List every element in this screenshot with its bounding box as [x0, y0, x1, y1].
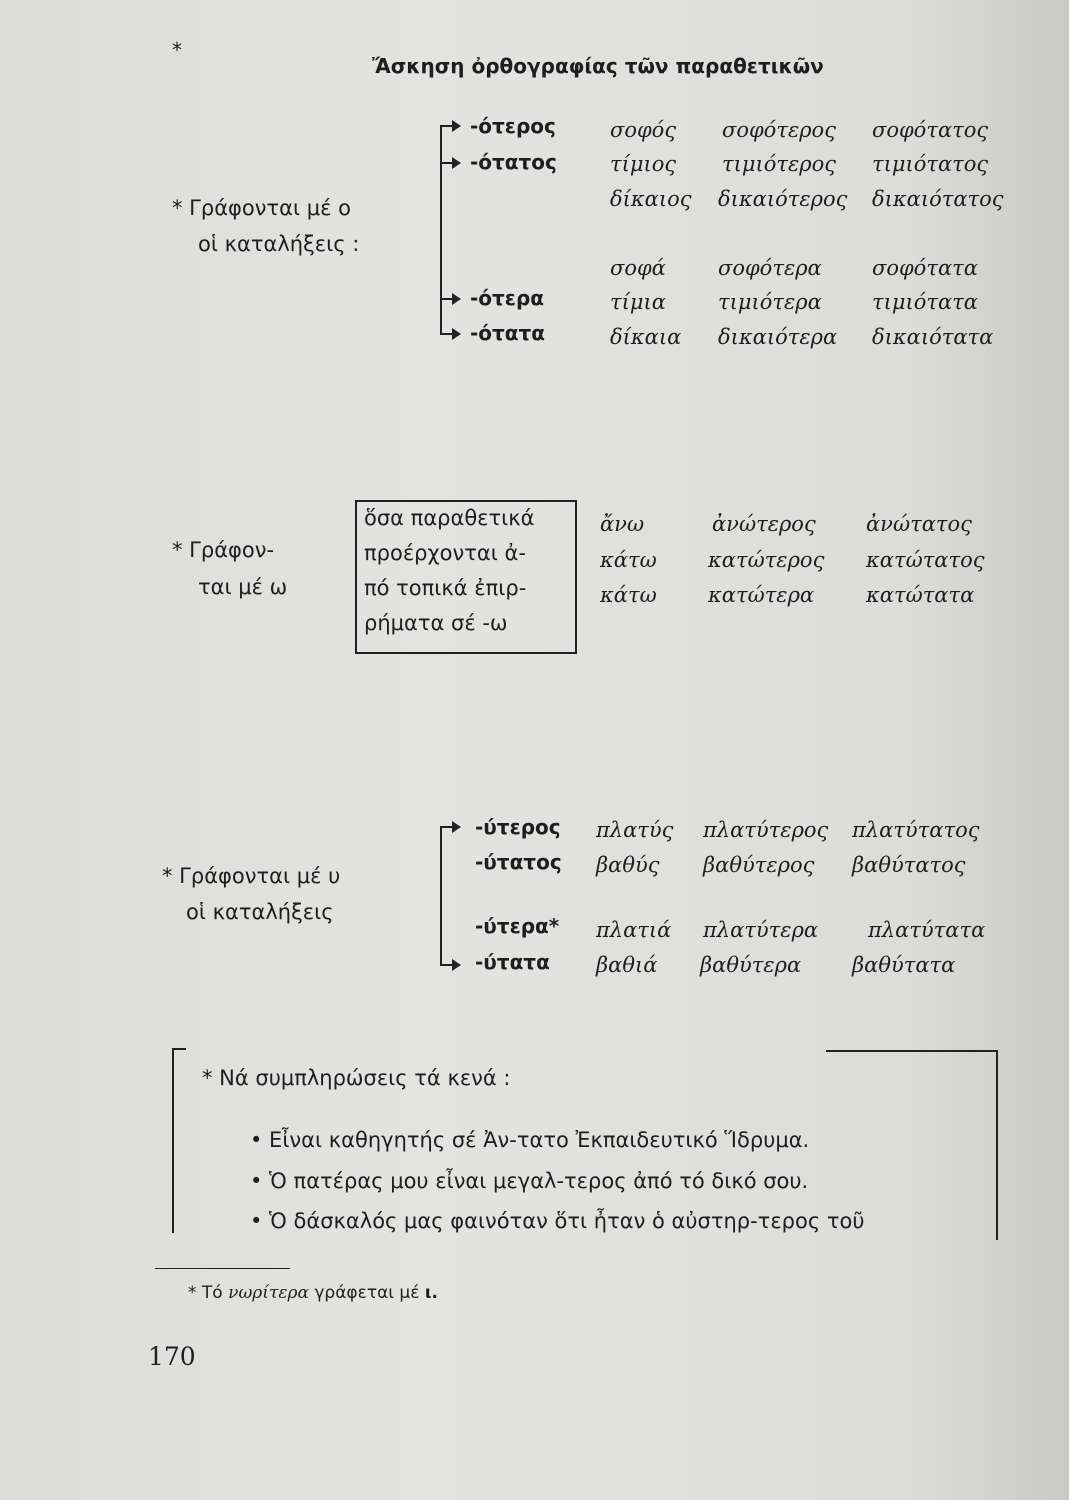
- rule-omega-line2: ται μέ ω: [198, 575, 288, 599]
- suffix-oteros: -ότερος: [470, 114, 556, 138]
- word-superlative: σοφότατος: [872, 118, 989, 142]
- suffix-yteros: -ύτερος: [475, 815, 561, 839]
- exercise-heading: * Νά συμπληρώσεις τά κενά :: [202, 1066, 511, 1090]
- exercise-item: • Εἶναι καθηγητής σέ Ἀν-τατο Ἐκπαιδευτικό Ἵδρυμα.: [250, 1128, 810, 1152]
- footnote-prefix: Τό: [201, 1283, 223, 1303]
- word-superlative: τιμιότατα: [872, 290, 978, 314]
- word-comparative: δικαιότερος: [718, 187, 848, 211]
- suffix-otata: -ότατα: [470, 321, 546, 345]
- arrow-icon: [452, 328, 461, 340]
- footnote: [188, 1283, 438, 1303]
- rule-y-line2: οἱ καταλήξεις: [186, 900, 334, 924]
- word-comparative: τιμιότερος: [722, 152, 837, 176]
- footnote-suffix: γράφεται μέ: [314, 1283, 420, 1303]
- box-line: πό τοπικά ἐπιρ-: [364, 576, 527, 600]
- word-superlative: πλατύτατος: [852, 818, 980, 842]
- arrow-icon: [452, 157, 461, 169]
- word-comparative: βαθύτερος: [703, 853, 815, 877]
- exercise-frame-top-left: [172, 1048, 186, 1050]
- word-superlative: δικαιότατος: [872, 187, 1004, 211]
- footnote-word: νωρίτερα: [228, 1283, 309, 1303]
- word-positive: κάτω: [600, 548, 657, 572]
- suffix-otatos: -ότατος: [470, 150, 557, 174]
- suffix-ytatos: -ύτατος: [475, 850, 562, 874]
- word-superlative: δικαιότατα: [872, 325, 994, 349]
- word-comparative: σοφότερα: [718, 256, 822, 280]
- word-superlative: βαθύτατος: [852, 853, 966, 877]
- word-positive: κάτω: [600, 583, 657, 607]
- word-superlative: κατώτατος: [866, 548, 985, 572]
- word-positive: τίμιος: [610, 152, 677, 176]
- suffix-otera: -ότερα: [470, 286, 544, 310]
- box-line: προέρχονται ἀ-: [364, 541, 526, 565]
- word-superlative: πλατύτατα: [868, 918, 986, 942]
- word-positive: τίμια: [610, 290, 666, 314]
- word-positive: σοφός: [610, 118, 677, 142]
- rule-o-line1: * Γράφονται μέ ο: [172, 196, 351, 220]
- word-superlative: σοφότατα: [872, 256, 978, 280]
- header-star: *: [172, 38, 182, 62]
- word-comparative: βαθύτερα: [700, 953, 802, 977]
- word-comparative: τιμιότερα: [718, 290, 822, 314]
- rule-omega-line1: * Γράφον-: [172, 538, 275, 562]
- page-title: Ἄσκηση ὀρθογραφίας τῶν παραθετικῶν: [372, 54, 824, 78]
- word-comparative: δικαιότερα: [718, 325, 838, 349]
- word-comparative: κατώτερος: [708, 548, 825, 572]
- suffix-ytera: -ύτερα*: [475, 914, 560, 938]
- footnote-rule: [155, 1268, 290, 1269]
- word-comparative: πλατύτερος: [703, 818, 829, 842]
- arrow-icon: [452, 821, 461, 833]
- rule-o-line2: οἱ καταλήξεις :: [198, 232, 360, 256]
- arrow-icon: [452, 120, 461, 132]
- word-positive: βαθύς: [596, 853, 660, 877]
- word-positive: δίκαιος: [610, 187, 692, 211]
- arrow-icon: [452, 293, 461, 305]
- arrow-icon: [452, 959, 461, 971]
- word-positive: πλατιά: [596, 918, 672, 942]
- rule-y-line1: * Γράφονται μέ υ: [162, 864, 341, 888]
- exercise-frame-left: [172, 1048, 174, 1233]
- word-comparative: σοφότερος: [722, 118, 836, 142]
- word-superlative: τιμιότατος: [872, 152, 989, 176]
- exercise-frame-top-right: [826, 1050, 998, 1052]
- word-positive: δίκαια: [610, 325, 682, 349]
- word-comparative: κατώτερα: [708, 583, 815, 607]
- exercise-frame-right: [996, 1050, 998, 1240]
- word-comparative: ἀνώτερος: [712, 512, 816, 536]
- word-positive: πλατύς: [596, 818, 674, 842]
- word-positive: σοφά: [610, 256, 666, 280]
- word-superlative: βαθύτατα: [852, 953, 956, 977]
- word-comparative: πλατύτερα: [703, 918, 819, 942]
- suffix-ytata: -ύτατα: [475, 950, 550, 974]
- footnote-star: *: [188, 1283, 197, 1303]
- page-number: 170: [148, 1342, 196, 1371]
- word-superlative: ἀνώτατος: [866, 512, 972, 536]
- word-positive: ἄνω: [600, 512, 645, 536]
- box-line: ρήματα σέ -ω: [364, 611, 508, 635]
- bracket-y: [440, 826, 442, 966]
- bracket-o: [440, 125, 442, 335]
- exercise-item: • Ὁ πατέρας μου εἶναι μεγαλ-τερος ἀπό τό δικό σου.: [250, 1169, 809, 1193]
- word-superlative: κατώτατα: [866, 583, 975, 607]
- footnote-letter: ι.: [424, 1283, 438, 1303]
- word-positive: βαθιά: [596, 953, 658, 977]
- box-line: ὅσα παραθετικά: [364, 506, 535, 530]
- exercise-item: • Ὁ δάσκαλός μας φαινόταν ὅτι ἦταν ὁ αὐστηρ-τερος τοῦ: [250, 1209, 865, 1233]
